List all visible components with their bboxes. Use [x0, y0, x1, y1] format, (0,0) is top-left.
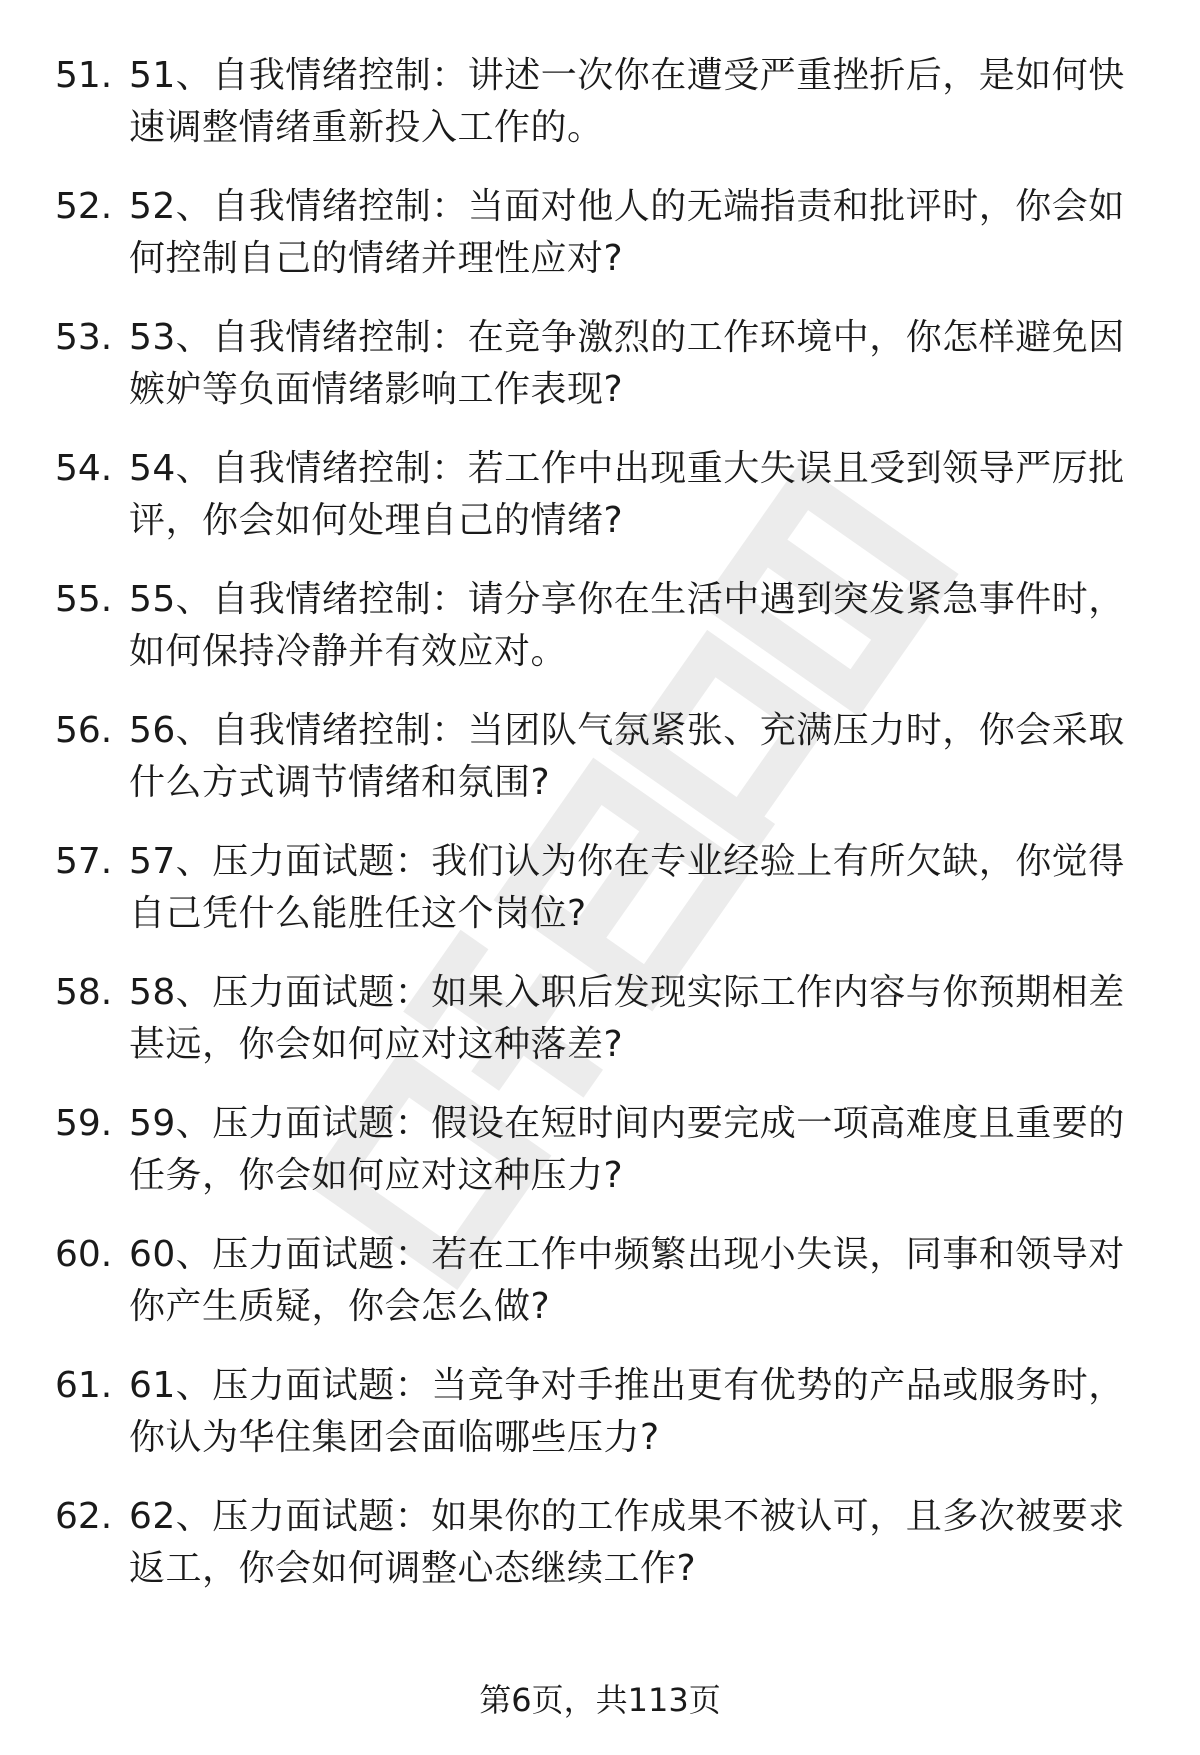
question-item — [0, 312, 1200, 443]
question-number: 62. — [55, 1496, 113, 1537]
question-item — [0, 50, 1200, 181]
question-item — [0, 443, 1200, 574]
page-footer: 第6页，共113页 — [479, 1681, 721, 1719]
question-number: 51. — [55, 55, 113, 96]
question-text: 58、压力面试题：如果入职后发现实际工作内容与你预期相差甚远，你会如何应对这种落差? — [129, 972, 1125, 1065]
question-text: 60、压力面试题：若在工作中频繁出现小失误，同事和领导对你产生质疑，你会怎么做? — [129, 1234, 1125, 1327]
question-text: 52、自我情绪控制：当面对他人的无端指责和批评时，你会如何控制自己的情绪并理性应对? — [129, 186, 1125, 279]
question-number: 61. — [55, 1365, 113, 1406]
question-text: 55、自我情绪控制：请分享你在生活中遇到突发紧急事件时，如何保持冷静并有效应对。 — [129, 579, 1125, 672]
question-number: 57. — [55, 841, 113, 882]
question-text: 61、压力面试题：当竞争对手推出更有优势的产品或服务时，你认为华住集团会面临哪些压力? — [129, 1365, 1125, 1458]
question-number: 53. — [55, 317, 113, 358]
question-text: 56、自我情绪控制：当团队气氛紧张、充满压力时，你会采取什么方式调节情绪和氛围? — [129, 710, 1125, 803]
question-item — [0, 1491, 1200, 1622]
question-text: 59、压力面试题：假设在短时间内要完成一项高难度且重要的任务，你会如何应对这种压力? — [129, 1103, 1125, 1196]
question-item — [0, 967, 1200, 1098]
question-item — [0, 574, 1200, 705]
question-number: 52. — [55, 186, 113, 227]
question-text: 51、自我情绪控制：讲述一次你在遭受严重挫折后，是如何快速调整情绪重新投入工作的。 — [129, 55, 1125, 148]
question-text: 54、自我情绪控制：若工作中出现重大失误且受到领导严厉批评，你会如何处理自己的情绪? — [129, 448, 1125, 541]
question-number: 55. — [55, 579, 113, 620]
question-text: 57、压力面试题：我们认为你在专业经验上有所欠缺，你觉得自己凭什么能胜任这个岗位? — [129, 841, 1125, 934]
question-item — [0, 1360, 1200, 1491]
question-item — [0, 181, 1200, 312]
question-text: 53、自我情绪控制：在竞争激烈的工作环境中，你怎样避免因嫉妒等负面情绪影响工作表现? — [129, 317, 1125, 410]
question-number: 54. — [55, 448, 113, 489]
question-number: 59. — [55, 1103, 113, 1144]
question-number: 58. — [55, 972, 113, 1013]
question-text: 62、压力面试题：如果你的工作成果不被认可，且多次被要求返工，你会如何调整心态继续工作? — [129, 1496, 1125, 1589]
question-list — [0, 50, 1200, 1622]
question-item — [0, 836, 1200, 967]
question-item — [0, 1098, 1200, 1229]
question-number: 56. — [55, 710, 113, 751]
question-number: 60. — [55, 1234, 113, 1275]
question-item — [0, 1229, 1200, 1360]
question-item — [0, 705, 1200, 836]
